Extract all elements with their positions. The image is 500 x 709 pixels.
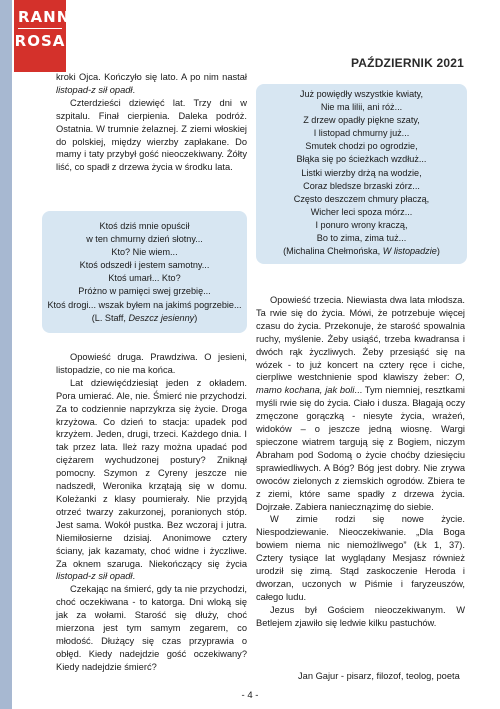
author-credit: Jan Gajur - pisarz, filozof, teolog, poeta [298, 671, 460, 681]
poem-line: I listopad chmurny już... [313, 128, 410, 139]
poem-line: Wicher leci spoza mórz... [310, 206, 413, 217]
poem-line: Ktoś umarł... Kto? [108, 273, 181, 284]
poem-line: I ponuro wrony kraczą, [315, 219, 408, 230]
poem-line: Błąka się po ścieżkach wzdłuż... [296, 154, 427, 165]
poem-box-chelmonska [256, 84, 467, 264]
poem-line: Ktoś dziś mnie opuścił [99, 221, 190, 231]
poem-line: Listki wierzby drżą na wodzie, [301, 167, 422, 178]
poem-line: w ten chmurny dzień słotny... [86, 234, 203, 245]
right-column [256, 294, 465, 630]
page-number: - 4 - [241, 690, 259, 701]
paragraph: Jezus był Gościem nieoczekiwanym. W Betlejem zjawiło się ledwie kilku pastuchów. [256, 604, 465, 628]
logo-line-1: RANNA [18, 8, 62, 29]
paragraph: Lat dziewięćdziesiąt jeden z okładem. Pora umierać. Ale, nie. Śmierć nie przychodzi. Za to codziennie naprzykrza się życie. Droga krzyżowa. Co dzień to stacja: upadek pod krzyżem. Jeden, drugi, trzeci. Każdego dnia. I tak przez lata. Ileż razy można upadać pod ciężarem wychudzonej postury? Zniknął pomocny. Szymon z Cyreny jeszcze nie nadszedł, Weronika krzątają się w domu. Koleżanki z klasy poumierały. Nie przyjdą otrzeć twarzy zakurzonej, poranionych stóp. Jest sama. Wokół pustka. Bez wczoraj i jutra. Niemiłosierne dzisiaj. Anonimowe cztery ściany, jak kazamaty, choć widne i życzliwe. Za oknem szaruga. Niekończący się życia listopad-z sił opadł. [56, 377, 247, 582]
paragraph: Czterdzieści dziewięć lat. Trzy dni w szpitalu. Finał cierpienia. Daleka podróż. Ostatnia. W trumnie żelaznej. Z ziemi włoskiej do polskiej, między wierzby zapłakane. Do mamy i taty przybył gość nieoczekiwany. Żółty liść, co spadł z drzewa życia w środku lata. [56, 97, 247, 173]
poem-line: Już powiędły wszystkie kwiaty, [299, 89, 424, 99]
poem-line: Nie ma lilii, ani róż... [320, 102, 403, 113]
poem-signature: (Michalina Chełmońska, W listopadzie) [283, 246, 440, 257]
poem-box-staff [42, 211, 247, 333]
logo-line-2: ROSA [14, 32, 66, 50]
ranna-rosa-logo [14, 0, 83, 72]
paragraph: W zimie rodzi się nowe życie. Niespodziewanie. Nieoczekiwanie. „Dla Boga bowiem niema nic niemożliwego” (Łk 1, 37). Cztery tysiące lat wyglądany Mesjasz również urodził się zimą. Stąd zaskoczenie Heroda i dworzan, uczonych w Piśmie i faryzeuszów, całego ludu. [256, 514, 465, 602]
poem-signature: (L. Staff, Deszcz jesienny) [91, 312, 198, 323]
poem-line: Ktoś drogi... wszak byłem na jakimś pogrzebie... [47, 299, 242, 310]
poem-line: Smutek chodzi po ogrodzie, [305, 141, 418, 152]
poem-line: Kto? Nie wiem... [111, 247, 178, 258]
left-column [56, 71, 247, 174]
poem-line: Bo to zima, zima tuż... [316, 233, 407, 244]
poem-line: Coraz bledsze brzaski zórz... [303, 180, 420, 191]
poem-line: Ktoś odszedł i jestem samotny... [79, 260, 210, 271]
paragraph: Czekając na śmierć, gdy ta nie przychodzi, choć oczekiwana - to katorga. Dni wloką się jak za wołami. Starość się dłuży, choć mierzona jest tym samym zegarem, co młodość. Dłużący się czas przyprawia o obłęd. Kiedy nadejdzie gość oczekiwany? Kiedy nadejdzie śmierć? [56, 584, 247, 672]
poem-line: Próżno w pamięci swej grzebię... [78, 286, 211, 297]
poem-line: Z drzew opadły piękne szaty, [303, 115, 420, 126]
side-stripe [0, 0, 12, 709]
paragraph: kroki Ojca. Kończyło się lato. A po nim nastał listopad-z sił opadł. [56, 72, 247, 95]
left-column-lower [56, 351, 247, 674]
issue-date: PAŹDZIERNIK 2021 [350, 56, 464, 70]
poem-line: Często deszczem chmury płaczą, [293, 193, 430, 204]
paragraph: Opowieść druga. Prawdziwa. O jesieni, listopadzie, co nie ma końca. [56, 352, 247, 375]
paragraph: Opowieść trzecia. Niewiasta dwa lata młodsza. Ta rwie się do życia. Mówi, że potrzebuje więcej czasu do życia. Przekonuje, że starość spowalnia ruchy, myślenie. Żeby usiąść, trzeba kwadransa i dwóch rąk życzliwych. Żeby przesiąść się na wózek - to już koncert na cztery ręce i ciche, cierpliwe westchnienie spod klawiszy żeber: O, mamo kochana, jak boli... Tym niemniej, resztkami myśli rwie się do życia. Ciało i dusza. Błagają oczy zmęczone gorączką - niesyte życia, wrażeń, widoków – o jeszcze jedną wiosnę. Wargi spieczone wiatrem targują się z Bogiem, niczym Abraham pod Sodomą o życie choćby dziesięciu sprawiedliwych. A Bóg? Bóg jest dobry. Nie zrywa owoców zielonych z ziemskich ogrodów. Zbiera te z ziemi, które same spadły z drzewa życia. Dojrzałe. Zabiera naniecznązimę do siebie. [256, 295, 466, 512]
